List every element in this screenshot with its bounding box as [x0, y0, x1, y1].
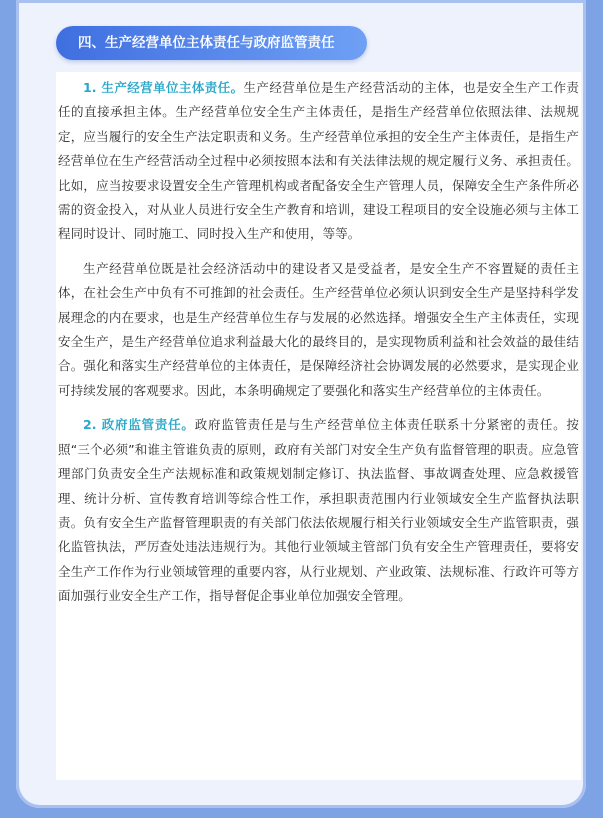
paragraph-lead: 2. 政府监管责任。 [83, 417, 195, 433]
paragraph-lead: 1. 生产经营单位主体责任。 [83, 80, 244, 95]
article-body [56, 72, 581, 780]
paragraph-social-responsibility [58, 257, 579, 403]
section-heading: 四、生产经营单位主体责任与政府监管责任 [56, 26, 367, 60]
paragraph-text: 政府监管责任是与生产经营单位主体责任联系十分紧密的责任。按照“三个必须”和谁主管谁负责的原则，政府有关部门对安全生产负有监督管理的职责。应急管理部门负责安全生产法规标准和政策规划制定修订、执法监督、事故调查处理、应急救援管理、统计分析、宣传教育培训等综合性工作，承担职责范围内行业领域安全生产监督执法职责。负有安全生产监督管理职责的有关部门依法依规履行相关行业领域安全生产监管职责，强化监管执法，严厉查处违法违规行为。其他行业领域主管部门负有安全生产管理责任，要将安全生产工作作为行业领域管理的重要内容，从行业规划、产业政策、法规标准、行政许可等方面加强行业安全生产工作，指导督促企事业单位加强安全管理。 [58, 417, 579, 604]
article-card [16, 0, 586, 808]
paragraph-government-supervision [58, 413, 579, 608]
paragraph-text: 生产经营单位是生产经营活动的主体，也是安全生产工作责任的直接承担主体。生产经营单位安全生产主体责任，是指生产经营单位依照法律、法规规定，应当履行的安全生产法定职责和义务。生产经营单位承担的安全生产主体责任，是指生产经营单位在生产经营活动全过程中必须按照本法和有关法律法规的规定履行义务、承担责任。比如，应当按要求设置安全生产管理机构或者配备安全生产管理人员，保障安全生产条件所必需的资金投入，对从业人员进行安全生产教育和培训，建设工程项目的安全设施必须与主体工程同时设计、同时施工、同时投入生产和使用，等等。 [58, 80, 579, 242]
paragraph-text: 生产经营单位既是社会经济活动中的建设者又是受益者，是安全生产不容置疑的责任主体，在社会生产中负有不可推卸的社会责任。生产经营单位必须认识到安全生产是坚持科学发展理念的内在要求，也是生产经营单位生存与发展的必然选择。增强安全生产主体责任，实现安全生产，是生产经营单位追求利益最大化的最终目的，是实现物质利益和社会效益的最佳结合。强化和落实生产经营单位的主体责任，是保障经济社会协调发展的必然要求，是实现企业可持续发展的客观要求。因此，本条明确规定了要强化和落实生产经营单位的主体责任。 [58, 260, 579, 398]
paragraph-main-responsibility [58, 76, 579, 247]
